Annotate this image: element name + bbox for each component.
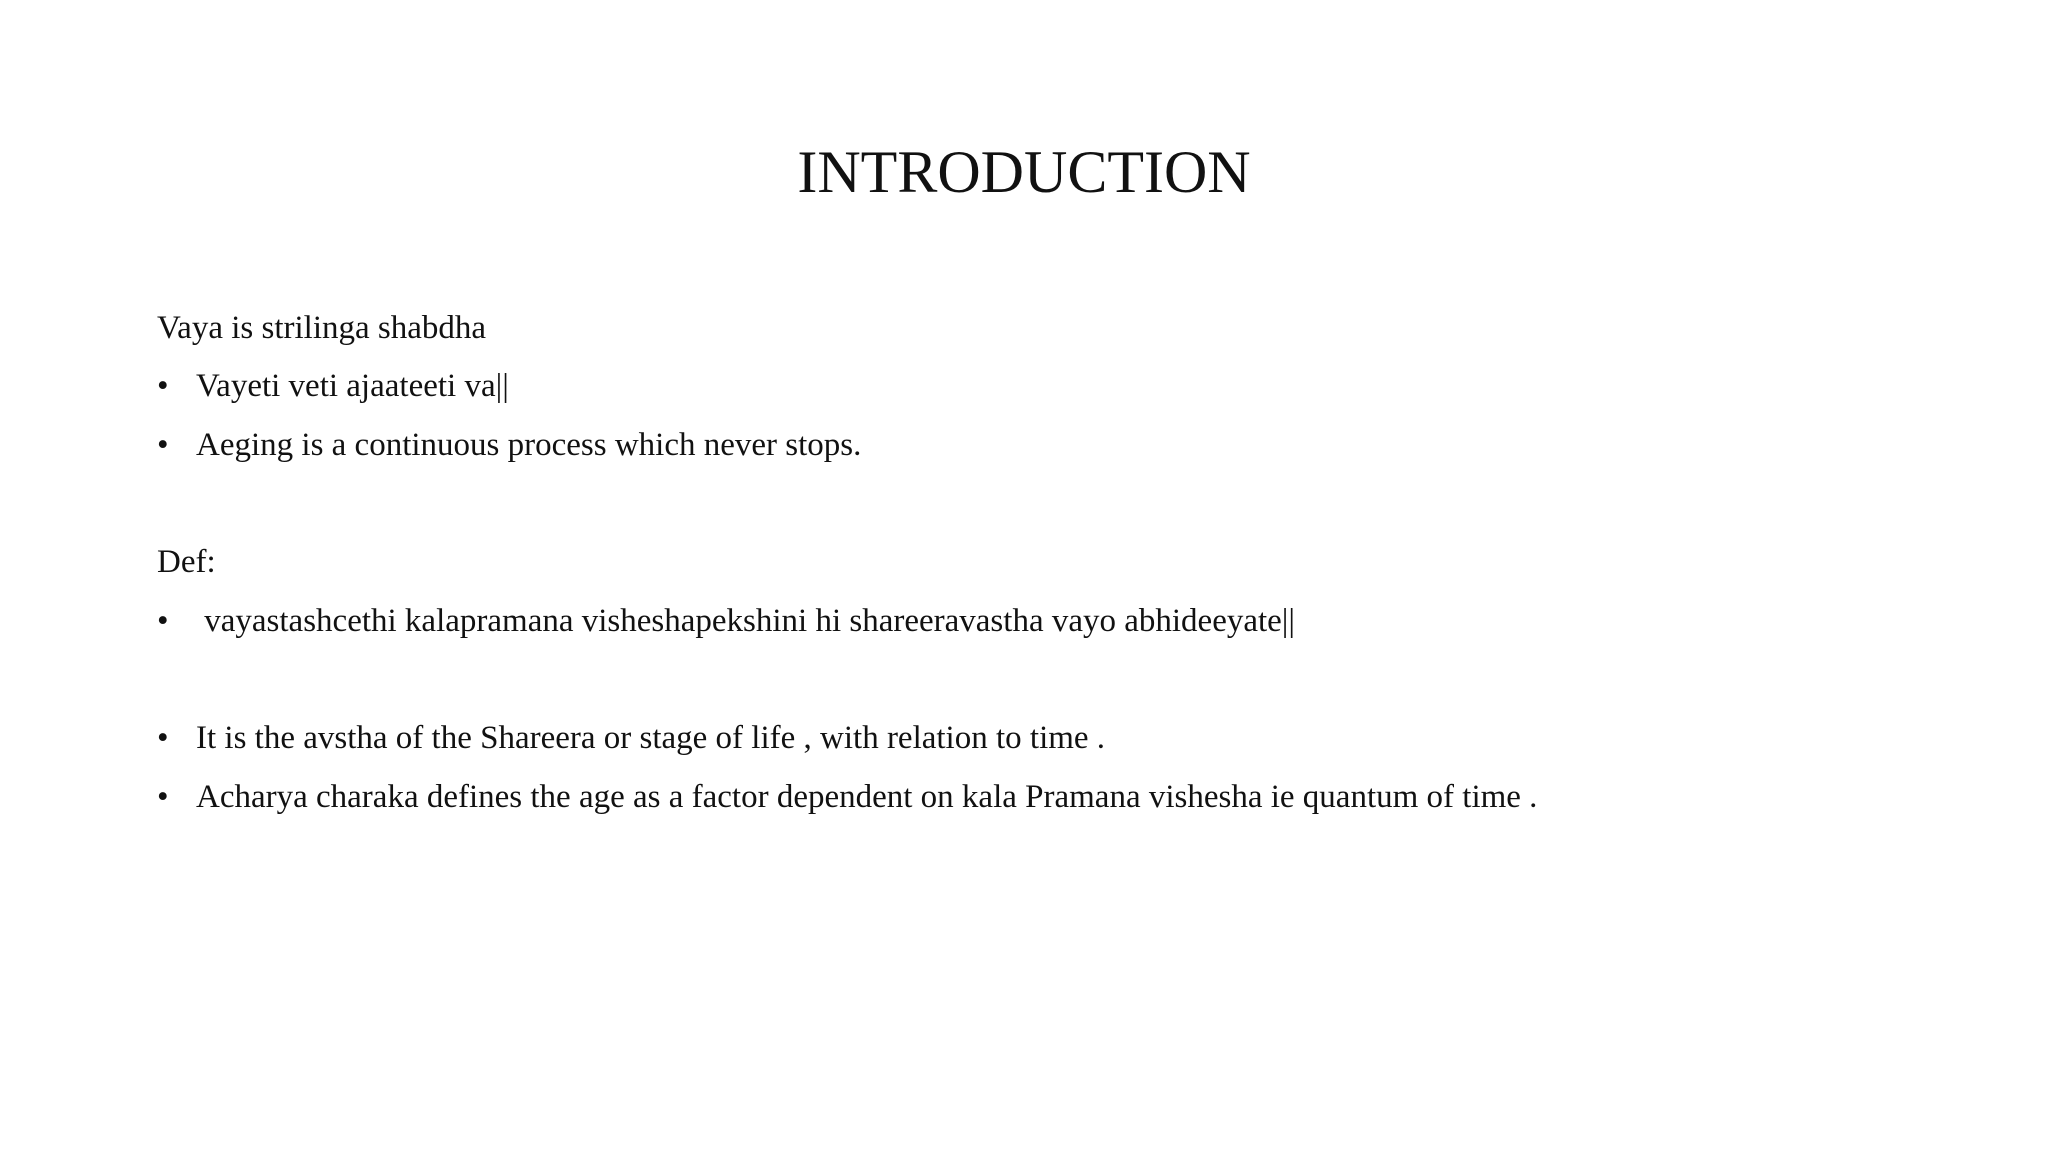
bullet-text: Vayeti veti ajaateeti va|| xyxy=(196,368,509,404)
bullet-item xyxy=(157,601,1295,641)
def-label: Def: xyxy=(157,544,216,580)
intro-line: Vaya is strilinga shabdha xyxy=(157,310,487,346)
bullet-item xyxy=(157,777,1537,817)
bullet-text: Acharya charaka defines the age as a factor dependent on kala Pramana vishesha ie quantum of time . xyxy=(196,779,1538,815)
bullet-glyph: • xyxy=(157,720,169,756)
bullet-text: vayastashcethi kalapramana visheshapekshini hi shareeravastha vayo abhideeyate|| xyxy=(196,603,1296,639)
bullet-glyph: • xyxy=(157,427,169,463)
bullet-glyph: • xyxy=(157,368,169,404)
bullet-item xyxy=(157,718,1105,758)
bullet-glyph: • xyxy=(157,603,169,639)
bullet-item xyxy=(157,425,861,465)
slide-title: INTRODUCTION xyxy=(797,139,1251,205)
bullet-item xyxy=(157,366,509,406)
bullet-text: It is the avstha of the Shareera or stage of life , with relation to time . xyxy=(196,720,1106,756)
bullet-text: Aeging is a continuous process which never stops. xyxy=(196,427,862,463)
bullet-glyph: • xyxy=(157,779,169,815)
